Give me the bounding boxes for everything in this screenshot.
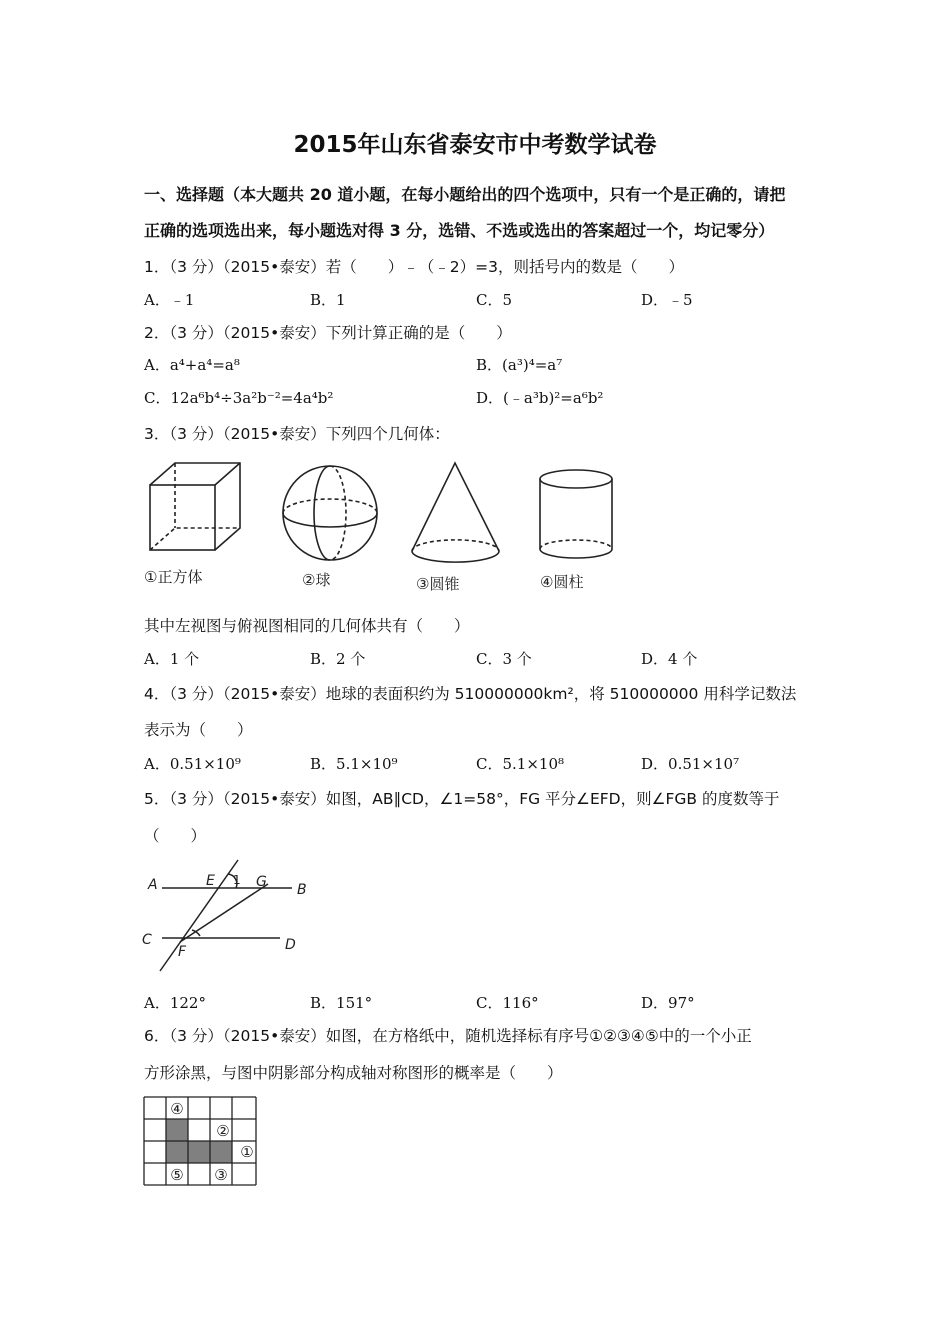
label-g: G (256, 874, 267, 890)
label-b: B (297, 882, 307, 898)
q1-option-c: C．5 (476, 291, 513, 309)
question-4-stem-cont: 表示为（ ） (144, 721, 253, 739)
shaded-cell (210, 1141, 232, 1163)
question-5-stem-cont: （ ） (144, 827, 207, 845)
q1-option-d: D．﹣5 (641, 291, 693, 309)
question-1-stem: 1．（3 分）（2015•泰安）若（ ）﹣（﹣2）=3，则括号内的数是（ ） (144, 258, 684, 276)
grid-label-3: ③ (214, 1166, 228, 1184)
q5-option-d: D．97° (641, 994, 695, 1012)
q2-option-c: C．12a⁶b⁴÷3a²b⁻²=4a⁴b² (144, 389, 334, 407)
label-c: C (142, 932, 152, 948)
q2-option-d: D．(﹣a³b)²=a⁶b² (476, 389, 604, 407)
cylinder-shape (540, 470, 612, 558)
question-3-follow: 其中左视图与俯视图相同的几何体共有（ ） (144, 617, 470, 635)
q3-option-a: A．1 个 (144, 650, 200, 668)
q2-option-a: A．a⁴+a⁴=a⁸ (144, 356, 240, 374)
grid-label-5: ⑤ (170, 1166, 184, 1184)
q1-option-b: B．1 (310, 291, 346, 309)
cube-shape (150, 463, 240, 550)
shaded-cell (166, 1119, 188, 1141)
question-3-stem: 3．（3 分）（2015•泰安）下列四个几何体： (144, 425, 450, 443)
question-6-stem: 6．（3 分）（2015•泰安）如图，在方格纸中，随机选择标有序号①②③④⑤中的一个小正 (144, 1027, 752, 1045)
label-angle-1: 1 (233, 873, 241, 887)
q4-option-d: D．0.51×10⁷ (641, 755, 740, 773)
shaded-cell (188, 1141, 210, 1163)
q2-option-b: B．(a³)⁴=a⁷ (476, 356, 563, 374)
cone-shape (412, 463, 499, 562)
q3-option-b: B．2 个 (310, 650, 366, 668)
transversal-ef (160, 860, 238, 971)
q4-option-c: C．5.1×10⁸ (476, 755, 565, 773)
q3-option-d: D．4 个 (641, 650, 698, 668)
shaded-cell (166, 1141, 188, 1163)
grid-label-4: ④ (170, 1100, 184, 1118)
question-4-stem: 4．（3 分）（2015•泰安）地球的表面积约为 510000000km²，将 510000000 用科学记数法 (144, 685, 797, 703)
grid-label-2: ② (216, 1122, 230, 1140)
question-2-stem: 2．（3 分）（2015•泰安）下列计算正确的是（ ） (144, 324, 512, 342)
bisector-fg (180, 884, 268, 942)
q4-option-b: B．5.1×10⁹ (310, 755, 398, 773)
q3-option-c: C．3 个 (476, 650, 532, 668)
q4-option-a: A．0.51×10⁹ (144, 755, 241, 773)
q5-parallel-lines-figure (140, 856, 320, 978)
label-d: D (285, 937, 296, 953)
q5-option-c: C．116° (476, 994, 539, 1012)
cone-label: ③圆锥 (416, 575, 460, 593)
cylinder-label: ④圆柱 (540, 573, 584, 591)
question-5-stem: 5．（3 分）（2015•泰安）如图，AB∥CD，∠1=58°，FG 平分∠EFD，则∠FGB 的度数等于 (144, 790, 780, 808)
label-e: E (206, 873, 215, 889)
page-title: 2015年山东省泰安市中考数学试卷 (293, 132, 657, 158)
q5-option-b: B．151° (310, 994, 373, 1012)
q3-solids-figure (140, 455, 640, 600)
section-intro-line1: 一、选择题（本大题共 20 道小题，在每小题给出的四个选项中，只有一个是正确的，请把 (144, 185, 786, 204)
grid-label-1: ① (240, 1143, 254, 1161)
sphere-shape (283, 466, 377, 560)
cube-label: ①正方体 (144, 568, 203, 586)
sphere-label: ②球 (302, 571, 331, 589)
question-6-stem-cont: 方形涂黑，与图中阴影部分构成轴对称图形的概率是（ ） (144, 1064, 563, 1082)
section-intro-line2: 正确的选项选出来，每小题选对得 3 分，选错、不选或选出的答案超过一个，均记零分） (144, 221, 775, 240)
q5-option-a: A．122° (144, 994, 206, 1012)
q6-grid-figure (143, 1096, 259, 1190)
q1-option-a: A．﹣1 (144, 291, 195, 309)
label-f: F (178, 944, 187, 960)
label-a: A (148, 877, 158, 893)
